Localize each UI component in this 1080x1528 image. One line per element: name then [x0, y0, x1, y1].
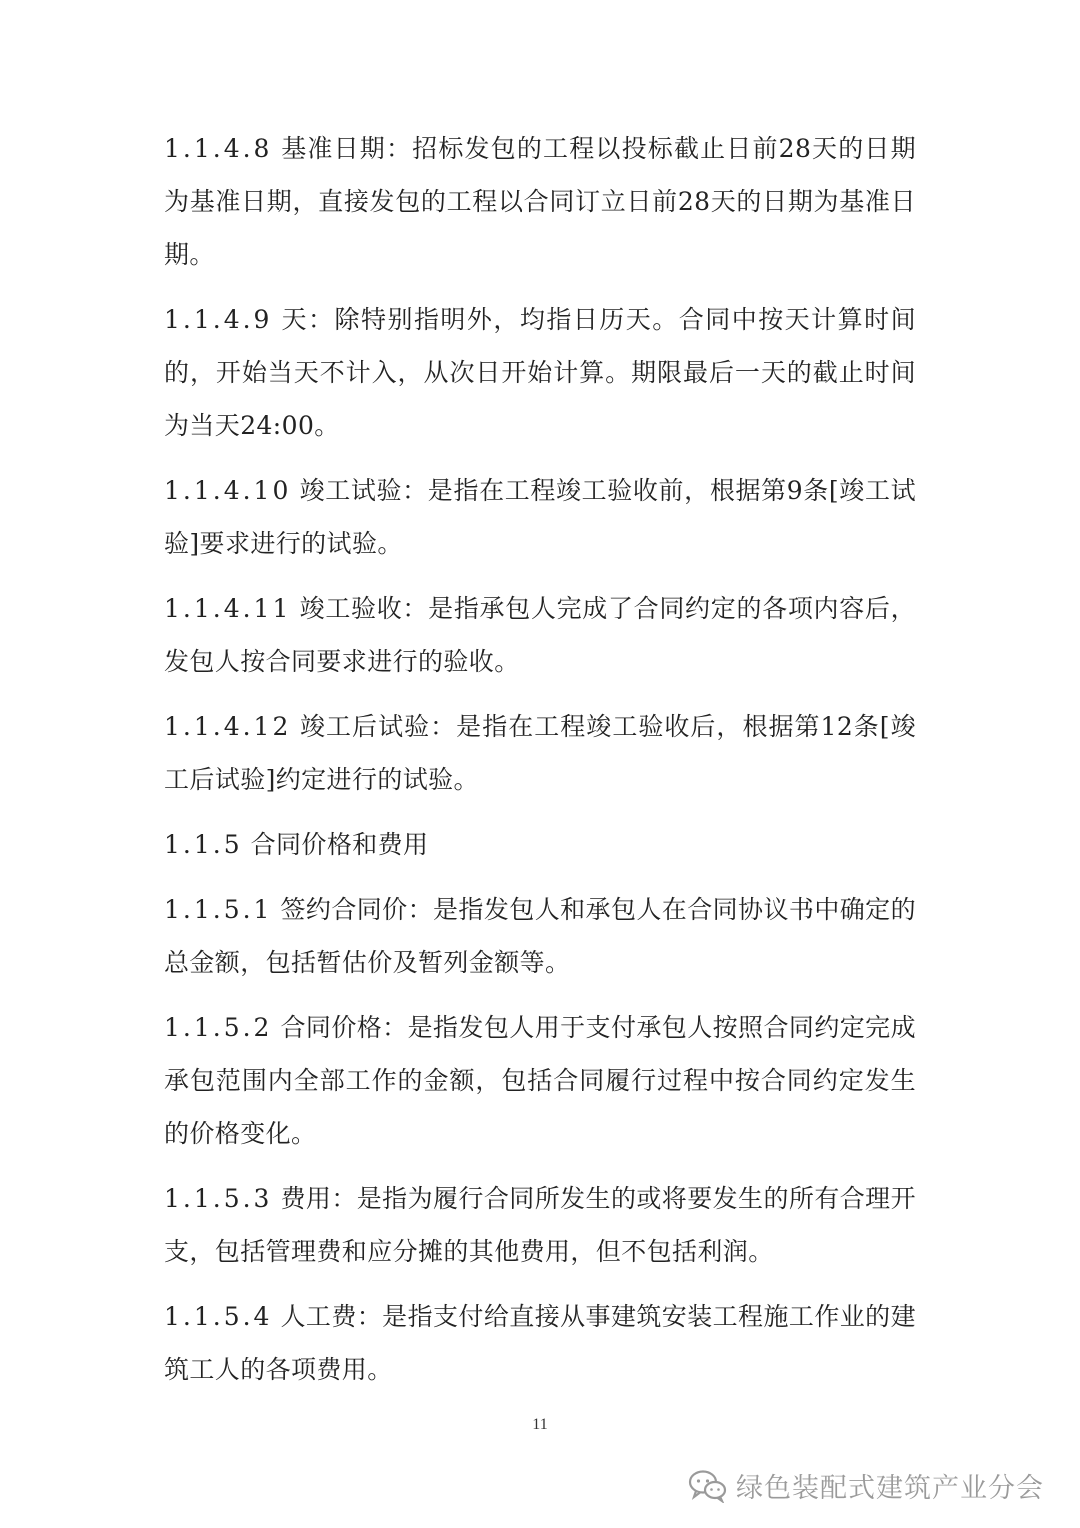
clause-number: 1.1.5.3	[164, 1184, 273, 1213]
section-heading-1-1-5	[164, 818, 916, 871]
document-body	[164, 122, 916, 1408]
clause-1-1-4-11	[164, 582, 916, 688]
clause-number: 1.1.5.2	[164, 1013, 273, 1042]
clause-number: 1.1.4.9	[164, 305, 273, 334]
clause-1-1-5-4	[164, 1290, 916, 1396]
clause-1-1-4-12	[164, 700, 916, 806]
clause-text: 人工费：是指支付给直接从事建筑安装工程施工作业的建筑工人的各项费用。	[164, 1302, 916, 1384]
section-number: 1.1.5	[164, 830, 243, 859]
clause-text: 竣工验收：是指承包人完成了合同约定的各项内容后，发包人按合同要求进行的验收。	[164, 594, 916, 676]
clause-number: 1.1.4.11	[164, 594, 292, 623]
clause-1-1-5-1	[164, 883, 916, 989]
clause-text: 费用：是指为履行合同所发生的或将要发生的所有合理开支，包括管理费和应分摊的其他费用，但不包括利润。	[164, 1184, 916, 1266]
clause-number: 1.1.4.12	[164, 712, 292, 741]
clause-1-1-4-10	[164, 464, 916, 570]
section-title: 合同价格和费用	[250, 830, 429, 859]
clause-text: 竣工后试验：是指在工程竣工验收后，根据第12条[竣工后试验]约定进行的试验。	[164, 712, 916, 794]
clause-1-1-4-9	[164, 293, 916, 452]
clause-text: 竣工试验：是指在工程竣工验收前，根据第9条[竣工试验]要求进行的试验。	[164, 476, 916, 558]
clause-number: 1.1.4.10	[164, 476, 292, 505]
clause-text: 天：除特别指明外，均指日历天。合同中按天计算时间的，开始当天不计入，从次日开始计算。期限最后一天的截止时间为当天24:00。	[164, 305, 916, 440]
clause-text: 合同价格：是指发包人用于支付承包人按照合同约定完成承包范围内全部工作的金额，包括合同履行过程中按合同约定发生的价格变化。	[164, 1013, 916, 1148]
clause-1-1-5-2	[164, 1001, 916, 1160]
watermark	[688, 1466, 1044, 1505]
clause-number: 1.1.5.4	[164, 1302, 273, 1331]
clause-1-1-5-3	[164, 1172, 916, 1278]
page-number: 11	[532, 1416, 548, 1433]
clause-number: 1.1.4.8	[164, 134, 273, 163]
clause-1-1-4-8	[164, 122, 916, 281]
clause-text: 签约合同价：是指发包人和承包人在合同协议书中确定的总金额，包括暂估价及暂列金额等。	[164, 895, 916, 977]
wechat-icon	[688, 1469, 728, 1503]
watermark-text: 绿色装配式建筑产业分会	[736, 1473, 1044, 1504]
clause-text: 基准日期：招标发包的工程以投标截止日前28天的日期为基准日期，直接发包的工程以合同订立日前28天的日期为基准日期。	[164, 134, 916, 269]
clause-number: 1.1.5.1	[164, 895, 273, 924]
